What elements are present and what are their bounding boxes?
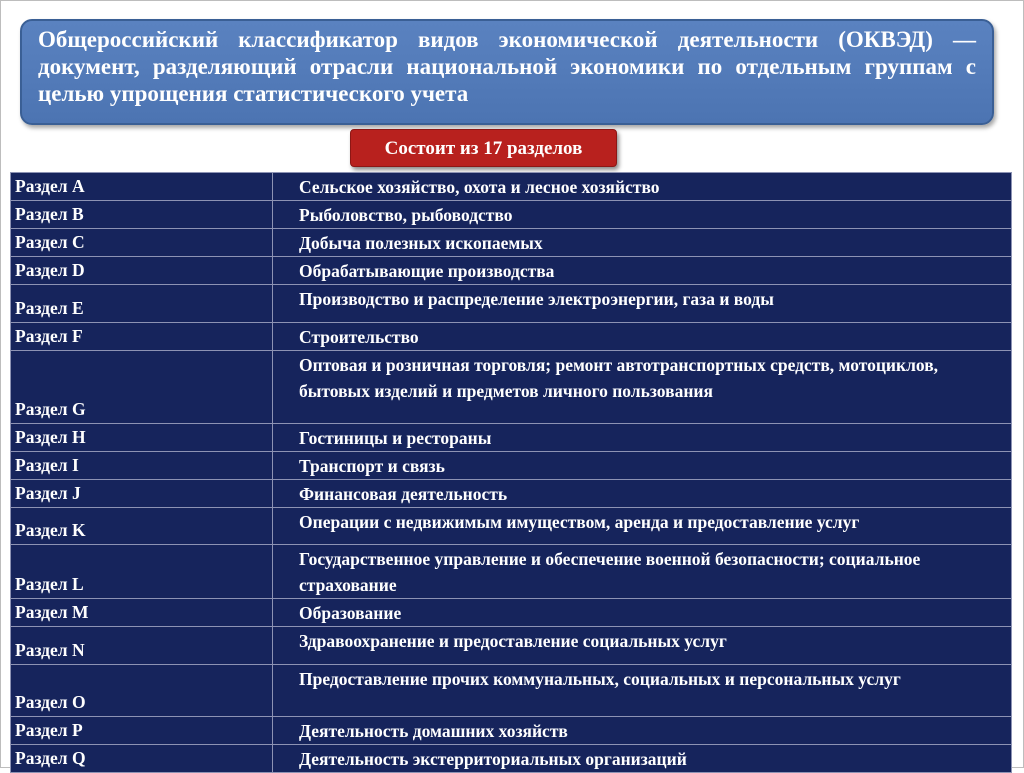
section-name: Добыча полезных ископаемых [273,229,1012,257]
table-row [11,627,1012,665]
section-code: Раздел I [11,452,273,480]
section-name: Предоставление прочих коммунальных, социальных и персональных услуг [273,665,1012,717]
section-code: Раздел N [11,627,273,665]
table-row [11,508,1012,545]
table-row [11,173,1012,201]
section-code: Раздел Q [11,745,273,773]
section-name: Производство и распределение электроэнергии, газа и воды [273,285,1012,323]
section-code: Раздел K [11,508,273,545]
section-code: Раздел L [11,545,273,599]
section-name: Гостиницы и рестораны [273,424,1012,452]
section-name: Финансовая деятельность [273,480,1012,508]
table-row [11,452,1012,480]
section-name: Сельское хозяйство, охота и лесное хозяйство [273,173,1012,201]
section-name: Деятельность экстерриториальных организаций [273,745,1012,773]
section-name: Деятельность домашних хозяйств [273,717,1012,745]
section-code: Раздел H [11,424,273,452]
table-row [11,717,1012,745]
table-row [11,745,1012,773]
section-name: Транспорт и связь [273,452,1012,480]
section-code: Раздел M [11,599,273,627]
table-row [11,351,1012,424]
table-row [11,545,1012,599]
table-row [11,285,1012,323]
table-row [11,665,1012,717]
section-name: Образование [273,599,1012,627]
section-code: Раздел P [11,717,273,745]
table-row [11,257,1012,285]
section-name: Оптовая и розничная торговля; ремонт автотранспортных средств, мотоциклов, бытовых изделий и предметов личного пользования [273,351,1012,424]
sections-count-badge: Состоит из 17 разделов [350,129,617,167]
section-name: Обрабатывающие производства [273,257,1012,285]
section-code: Раздел J [11,480,273,508]
table-row [11,599,1012,627]
table-row [11,201,1012,229]
section-name: Здравоохранение и предоставление социальных услуг [273,627,1012,665]
section-code: Раздел F [11,323,273,351]
sections-table [10,172,1012,773]
section-name: Государственное управление и обеспечение военной безопасности; социальное страхование [273,545,1012,599]
table-row [11,480,1012,508]
table-row [11,229,1012,257]
section-code: Раздел A [11,173,273,201]
section-name: Рыболовство, рыбоводство [273,201,1012,229]
section-code: Раздел B [11,201,273,229]
definition-box [20,19,994,125]
section-code: Раздел C [11,229,273,257]
section-code: Раздел G [11,351,273,424]
table-row [11,424,1012,452]
section-name: Операции с недвижимым имуществом, аренда и предоставление услуг [273,508,1012,545]
section-code: Раздел E [11,285,273,323]
section-name: Строительство [273,323,1012,351]
table-row [11,323,1012,351]
section-code: Раздел D [11,257,273,285]
section-code: Раздел O [11,665,273,717]
definition-text: Общероссийский классификатор видов экономической деятельности (ОКВЭД) — документ, разделяющий отрасли национальной экономики по отдельным группам с целью упрощения статистического учета [38,27,976,106]
